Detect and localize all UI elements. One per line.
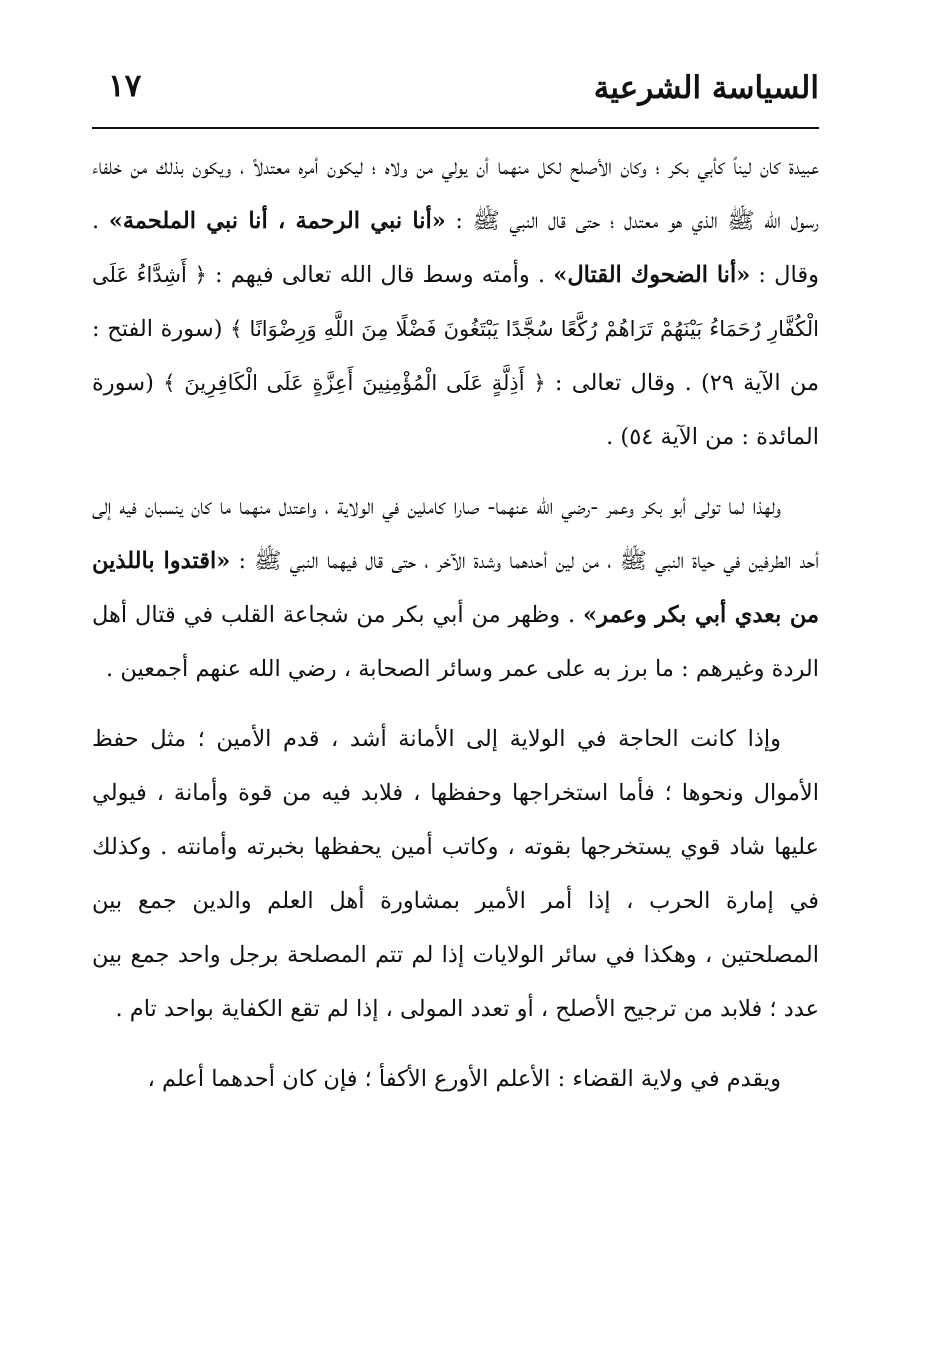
header-divider [92,127,819,129]
body-text [92,140,819,1106]
text-segment: عبيدة كان ليناً كأبي بكر ؛ وكان الأصلح لكل منهما أن يولي من ولاه ؛ ليكون أمره معتدلاً ، ويكون بذلك من خلفاء رسول الله ﷺ الذي هو معتدل ؛ حتى قال النبي ﷺ : [92,154,819,234]
paragraph-4 [92,1052,819,1106]
text-segment: ولهذا لما تولى أبو بكر وعمر -رضي الله عنهما- صارا كاملين في الولاية ، واعتدل منهما ما كان ينسبان فيه إلى أحد الطرفين في حياة النبي ﷺ ، من لين أحدهما وشدة الآخر ، حتى قال فيهما النبي ﷺ : [92,494,819,574]
paragraph-3 [92,712,819,1036]
text-segment: . وأمته وسط قال الله تعالى فيهم : [206,262,554,288]
text-segment: . وظهر من أبي بكر من شجاعة القلب في قتال أهل الردة وغيرهم : ما برز به على عمر وسائر الصحابة ، رضي الله عنهم أجمعين . [92,602,819,682]
text-segment: (سورة الفتح : من الآية ٢٩) . وقال تعالى : [92,316,819,396]
paragraph-1 [92,140,819,464]
hadith-quote: «أنا الضحوك القتال» [553,262,751,288]
page-header [92,66,819,126]
hadith-quote: «اقتدوا باللذين من بعدي أبي بكر وعمر» [92,548,819,628]
paragraph-2 [92,480,819,696]
quran-verse: ﴿ أَشِدَّاءُ عَلَى الْكُفَّارِ رُحَمَاءُ بَيْنَهُمْ تَرَاهُمْ رُكَّعًا سُجَّدًا يَبْتَغُونَ فَضْلًا مِنَ اللَّهِ وَرِضْوَانًا ﴾ [92,263,819,341]
hadith-quote: «أنا نبي الرحمة ، أنا نبي الملحمة» [108,208,446,234]
text-segment: وإذا كانت الحاجة في الولاية إلى الأمانة أشد ، قدم الأمين ؛ مثل حفظ الأموال ونحوها ؛ فأما استخراجها وحفظها ، فلابد فيه من قوة وأمانة ، فيولي عليها شاد قوي يستخرجها بقوته ، وكاتب أمين يحفظها بخبرته وأمانته . وكذلك في إمارة الحرب ، إذا أمر الأمير بمشاورة أهل العلم والدين جمع بين المصلحتين ، وهكذا في سائر الولايات إذا لم تتم المصلحة برجل واحد جمع بين عدد ؛ فلابد من ترجيح الأصلح ، أو تعدد المولى ، إذا لم تقع الكفاية بواحد تام . [92,726,819,1022]
text-segment: (سورة المائدة : من الآية ٥٤) . [92,370,819,450]
text-segment: . وقال : [92,208,820,288]
quran-verse: ﴿ أَذِلَّةٍ عَلَى الْمُؤْمِنِينَ أَعِزَّةٍ عَلَى الْكَافِرِينَ ﴾ [163,371,546,395]
text-segment: ويقدم في ولاية القضاء : الأعلم الأورع الأكفأ ؛ فإن كان أحدهما أعلم ، [147,1066,781,1092]
running-title: السياسة الشرعية [593,70,819,106]
page-number: ١٧ [108,68,142,104]
